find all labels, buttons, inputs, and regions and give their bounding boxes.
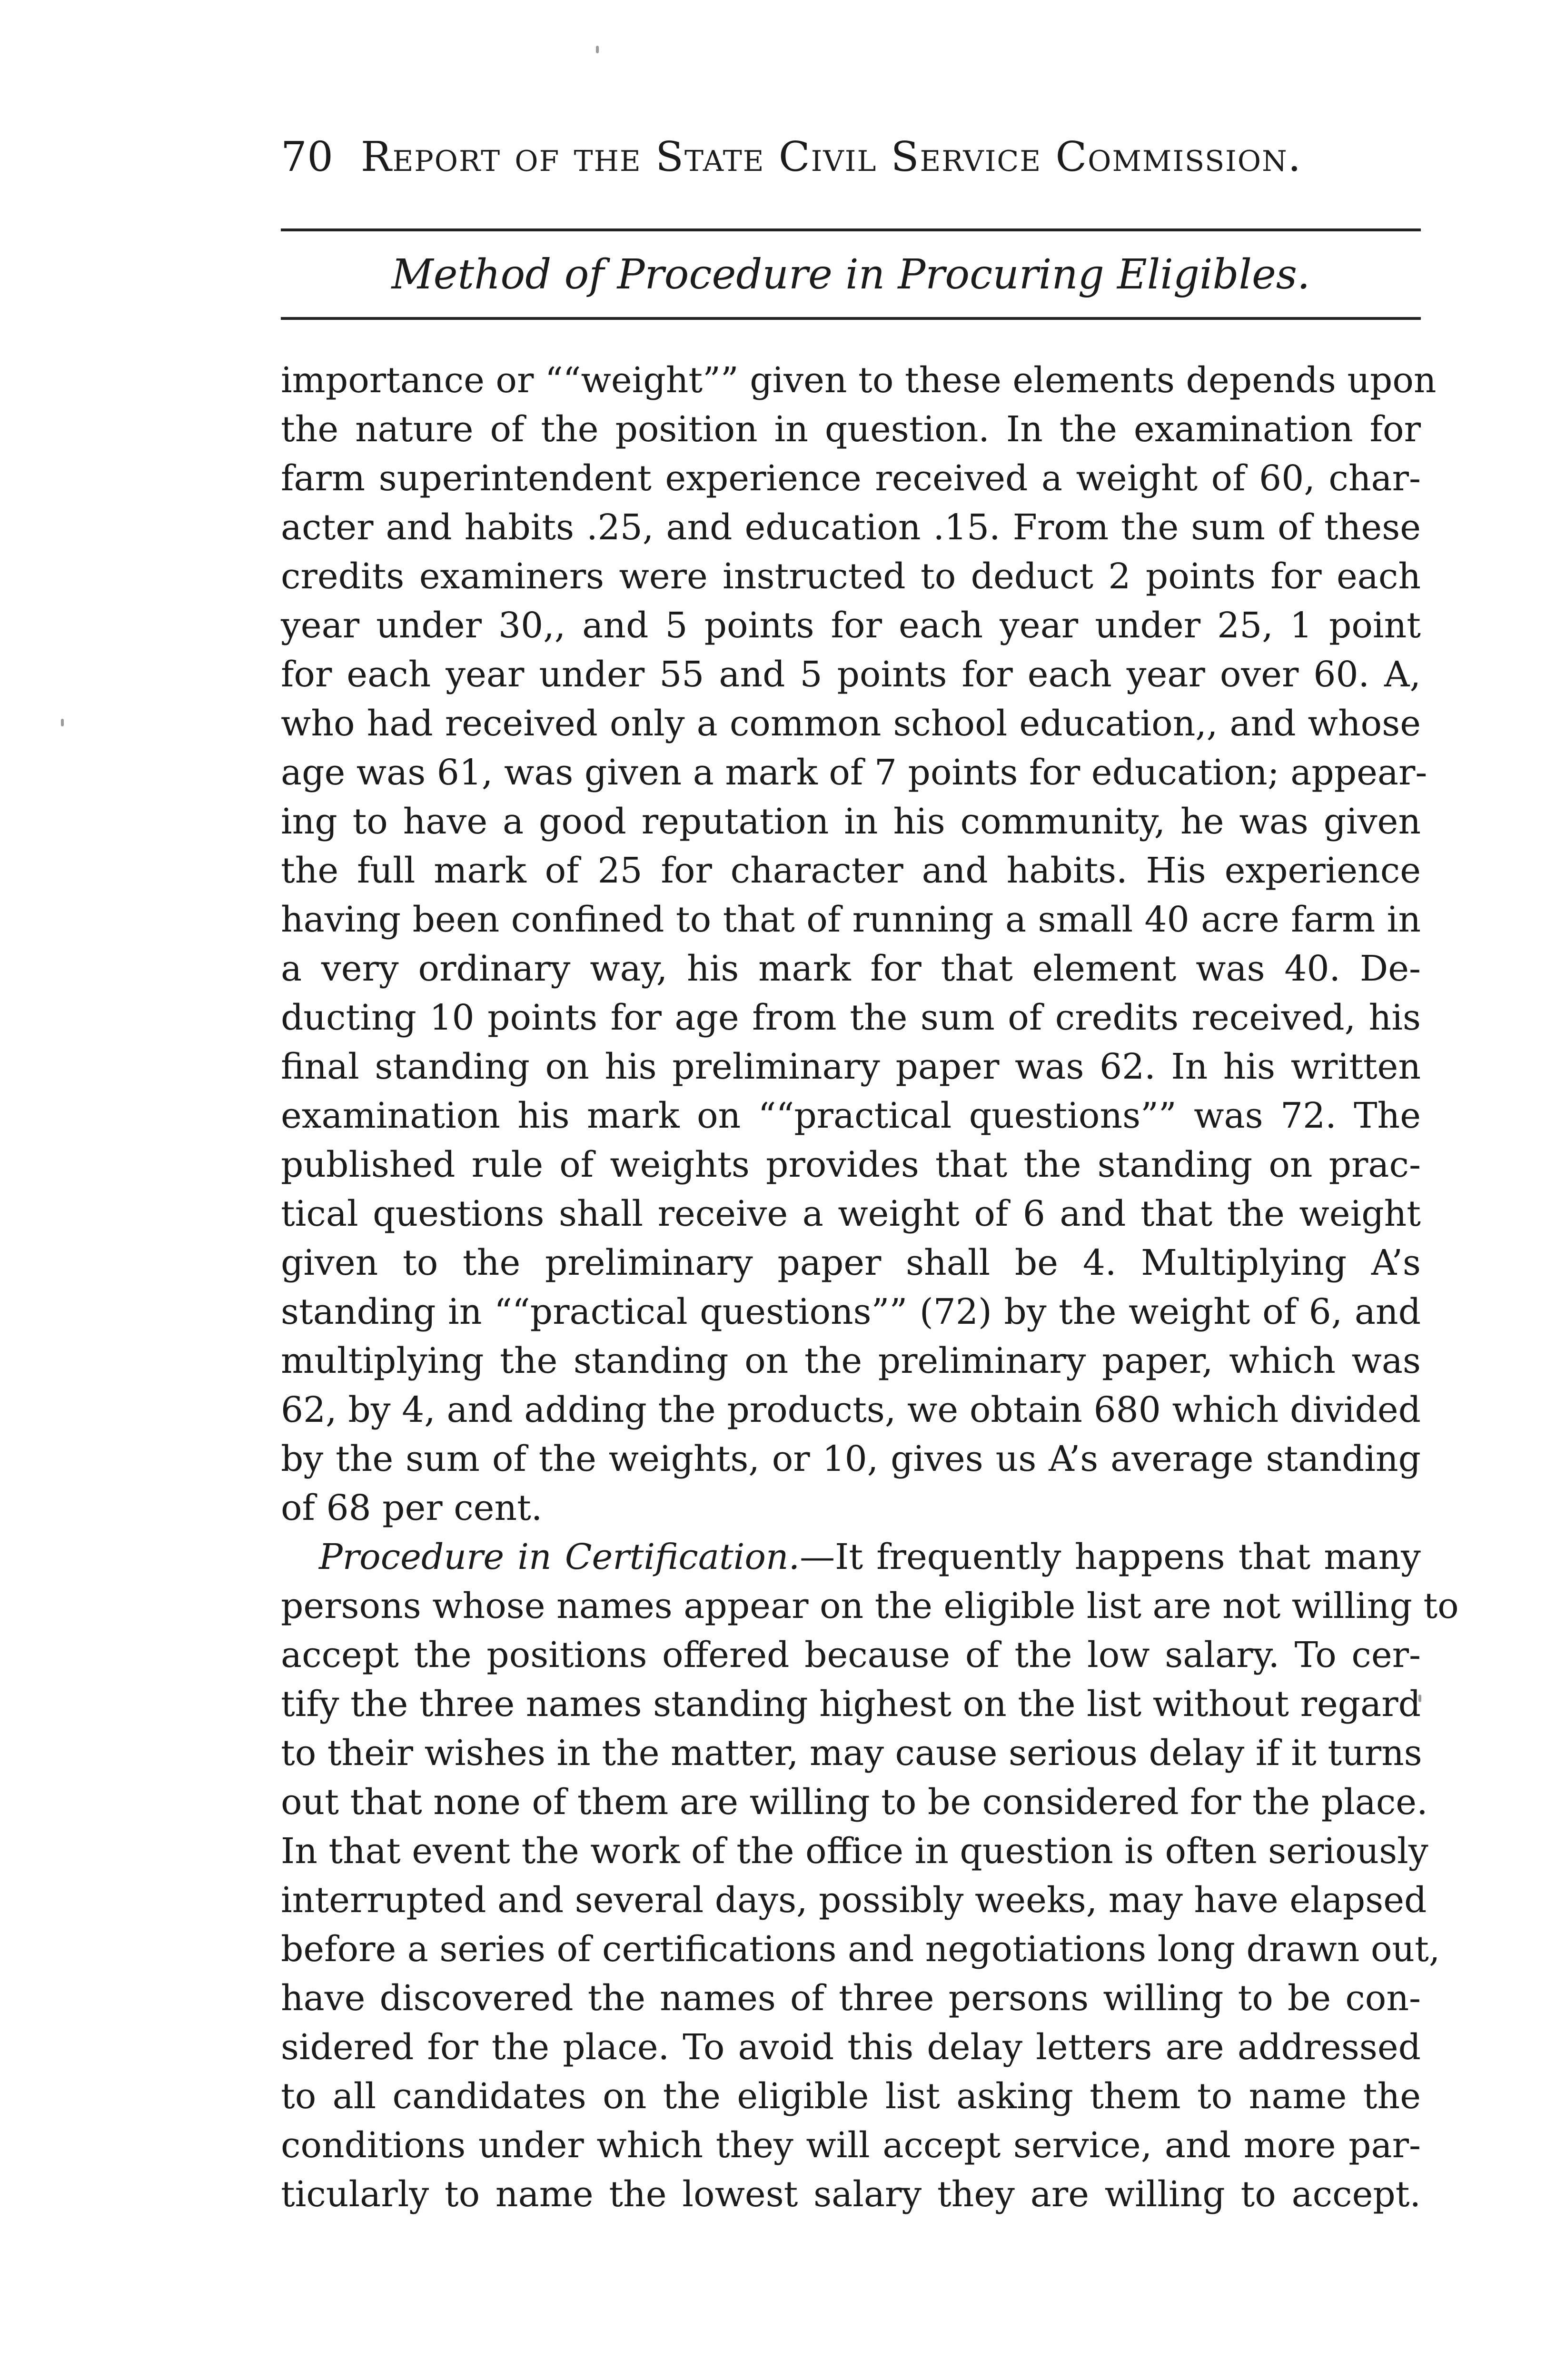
text-line: who had received only a common school education,, and whose: [281, 703, 1421, 744]
text-line: out that none of them are willing to be considered for the place.: [281, 1782, 1428, 1823]
text-line: tical questions shall receive a weight of 6 and that the weight: [281, 1193, 1421, 1234]
page-header: [281, 129, 1423, 186]
paragraph-heading: Procedure in Certification.: [319, 1537, 800, 1577]
page-number: 70: [281, 133, 334, 181]
text-line: by the sum of the weights, or 10, gives us A’s average standing: [281, 1438, 1421, 1479]
text-line: of 68 per cent.: [281, 1488, 543, 1528]
text-line: tify the three names standing highest on the list without regard: [281, 1684, 1421, 1725]
scan-speck: [61, 719, 64, 726]
text-line: ing to have a good reputation in his community, he was given: [281, 801, 1421, 842]
text-line: to their wishes in the matter, may cause serious delay if it turns: [281, 1733, 1422, 1774]
text-line: In that event the work of the office in question is often seriously: [281, 1831, 1428, 1872]
paragraph-2-first-line-text: —It frequently happens that many: [800, 1537, 1421, 1577]
paragraph-2: [281, 1533, 1459, 2219]
text-line: acter and habits .25, and education .15. From the sum of these: [281, 507, 1421, 548]
text-line: for each year under 55 and 5 points for each year over 60. A,: [281, 654, 1421, 695]
text-line: published rule of weights provides that the standing on prac-: [281, 1144, 1421, 1185]
text-line: examination his mark on ““practical questions”” was 72. The: [281, 1095, 1421, 1136]
text-line: year under 30,, and 5 points for each year under 25, 1 point: [281, 605, 1421, 646]
text-line: given to the preliminary paper shall be 4. Multiplying A’s: [281, 1242, 1421, 1283]
text-line: importance or ““weight”” given to these elements depends upon: [281, 360, 1437, 401]
header-rule-top: [281, 228, 1421, 231]
text-line: standing in ““practical questions”” (72) by the weight of 6, and: [281, 1291, 1421, 1332]
text-line: credits examiners were instructed to deduct 2 points for each: [281, 556, 1421, 597]
text-line: 62, by 4, and adding the products, we obtain 680 which divided: [281, 1389, 1421, 1430]
text-line: sidered for the place. To avoid this delay letters are addressed: [281, 2027, 1421, 2068]
text-line: the full mark of 25 for character and habits. His experience: [281, 850, 1421, 891]
text-line: a very ordinary way, his mark for that element was 40. De-: [281, 948, 1421, 989]
text-line: having been confined to that of running a small 40 acre farm in: [281, 899, 1421, 940]
text-line: multiplying the standing on the preliminary paper, which was: [281, 1340, 1421, 1381]
text-line: age was 61, was given a mark of 7 points for education; appear-: [281, 752, 1427, 793]
paragraph-1: [281, 356, 1437, 1533]
paragraph-2-first-line: [281, 1533, 1421, 1582]
text-line: to all candidates on the eligible list asking them to name the: [281, 2076, 1421, 2117]
text-line: ducting 10 points for age from the sum of credits received, his: [281, 997, 1421, 1038]
scan-speck: [596, 46, 599, 53]
text-line: final standing on his preliminary paper was 62. In his written: [281, 1046, 1421, 1087]
body-text: [281, 356, 1459, 2260]
text-line: conditions under which they will accept service, and more par-: [281, 2125, 1421, 2166]
section-title: Method of Procedure in Procuring Eligibles.: [391, 251, 1310, 298]
text-line: persons whose names appear on the eligible list are not willing to: [281, 1586, 1459, 1626]
text-line: farm superintendent experience received a weight of 60, char-: [281, 458, 1421, 499]
header-rule-bottom: [281, 317, 1421, 320]
text-line: ticularly to name the lowest salary they are willing to accept.: [281, 2174, 1421, 2215]
text-line: interrupted and several days, possibly weeks, may have elapsed: [281, 1880, 1427, 1921]
running-title: Report of the State Civil Service Commission.: [360, 133, 1302, 181]
text-line: accept the positions offered because of the low salary. To cer-: [281, 1635, 1421, 1676]
text-line: the nature of the position in question. In the examination for: [281, 409, 1421, 450]
text-line: have discovered the names of three persons willing to be con-: [281, 1978, 1421, 2019]
text-line: before a series of certifications and negotiations long drawn out,: [281, 1929, 1440, 1970]
